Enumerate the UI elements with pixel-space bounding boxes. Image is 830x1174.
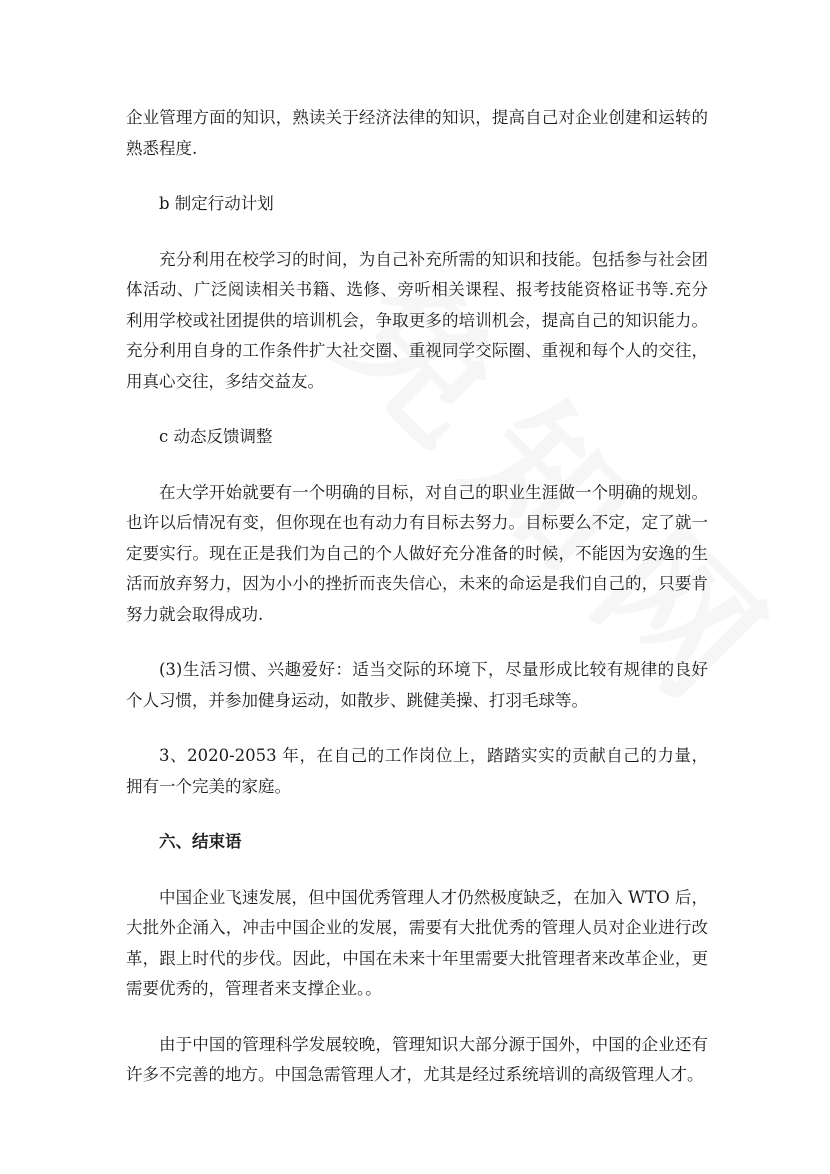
subheading-c: c 动态反馈调整 [159, 427, 273, 446]
paragraph-5: 3、2020-2053 年，在自己的工作岗位上，踏踏实实的贡献自己的力量，拥有一个完美的家庭。 [126, 746, 708, 796]
paragraph-2: 充分利用在校学习的时间，为自己补充所需的知识和技能。包括参与社会团体活动、广泛阅读相关书籍、选修、旁听相关课程、报考技能资格证书等.充分利用学校或社团提供的培训机会，争取更多的培训机会，提高自己的知识能力。充分利用自身的工作条件扩大社交圈、重视同学交际圈、重视和每个人的交往，用真心交往，多结交益友。 [126, 249, 708, 391]
subheading-b: b 制定行动计划 [159, 194, 274, 213]
section-heading: 六、结束语 [159, 832, 242, 851]
paragraph-3: 在大学开始就要有一个明确的目标，对自己的职业生涯做一个明确的规划。也许以后情况有变，但你现在也有动力有目标去努力。目标要么不定，定了就一定要实行。现在正是我们为自己的个人做好充分准备的时候，不能因为安逸的生活而放弃努力，因为小小的挫折而丧失信心，未来的命运是我们自己的，只要肯努力就会取得成功. [126, 482, 708, 624]
paragraph-6: 中国企业飞速发展，但中国优秀管理人才仍然极度缺乏，在加入 WTO 后，大批外企涌入，冲击中国企业的发展，需要有大批优秀的管理人员对企业进行改革，跟上时代的步伐。因此，中国在未来十年里需要大批管理者来改革企业，更需要优秀的，管理者来支撑企业。。 [126, 887, 708, 998]
paragraph-4: (3)生活习惯、兴趣爱好：适当交际的环境下，尽量形成比较有规律的良好个人习惯，并参加健身运动，如散步、跳健美操、打羽毛球等。 [126, 660, 708, 710]
paragraph-1: 企业管理方面的知识，熟读关于经济法律的知识，提高自己对企业创建和运转的熟悉程度. [126, 108, 708, 158]
document-page [126, 103, 708, 1091]
paragraph-7: 由于中国的管理科学发展较晚，管理知识大部分源于国外，中国的企业还有许多不完善的地方。中国急需管理人才，尤其是经过系统培训的高级管理人才。 [126, 1034, 708, 1084]
